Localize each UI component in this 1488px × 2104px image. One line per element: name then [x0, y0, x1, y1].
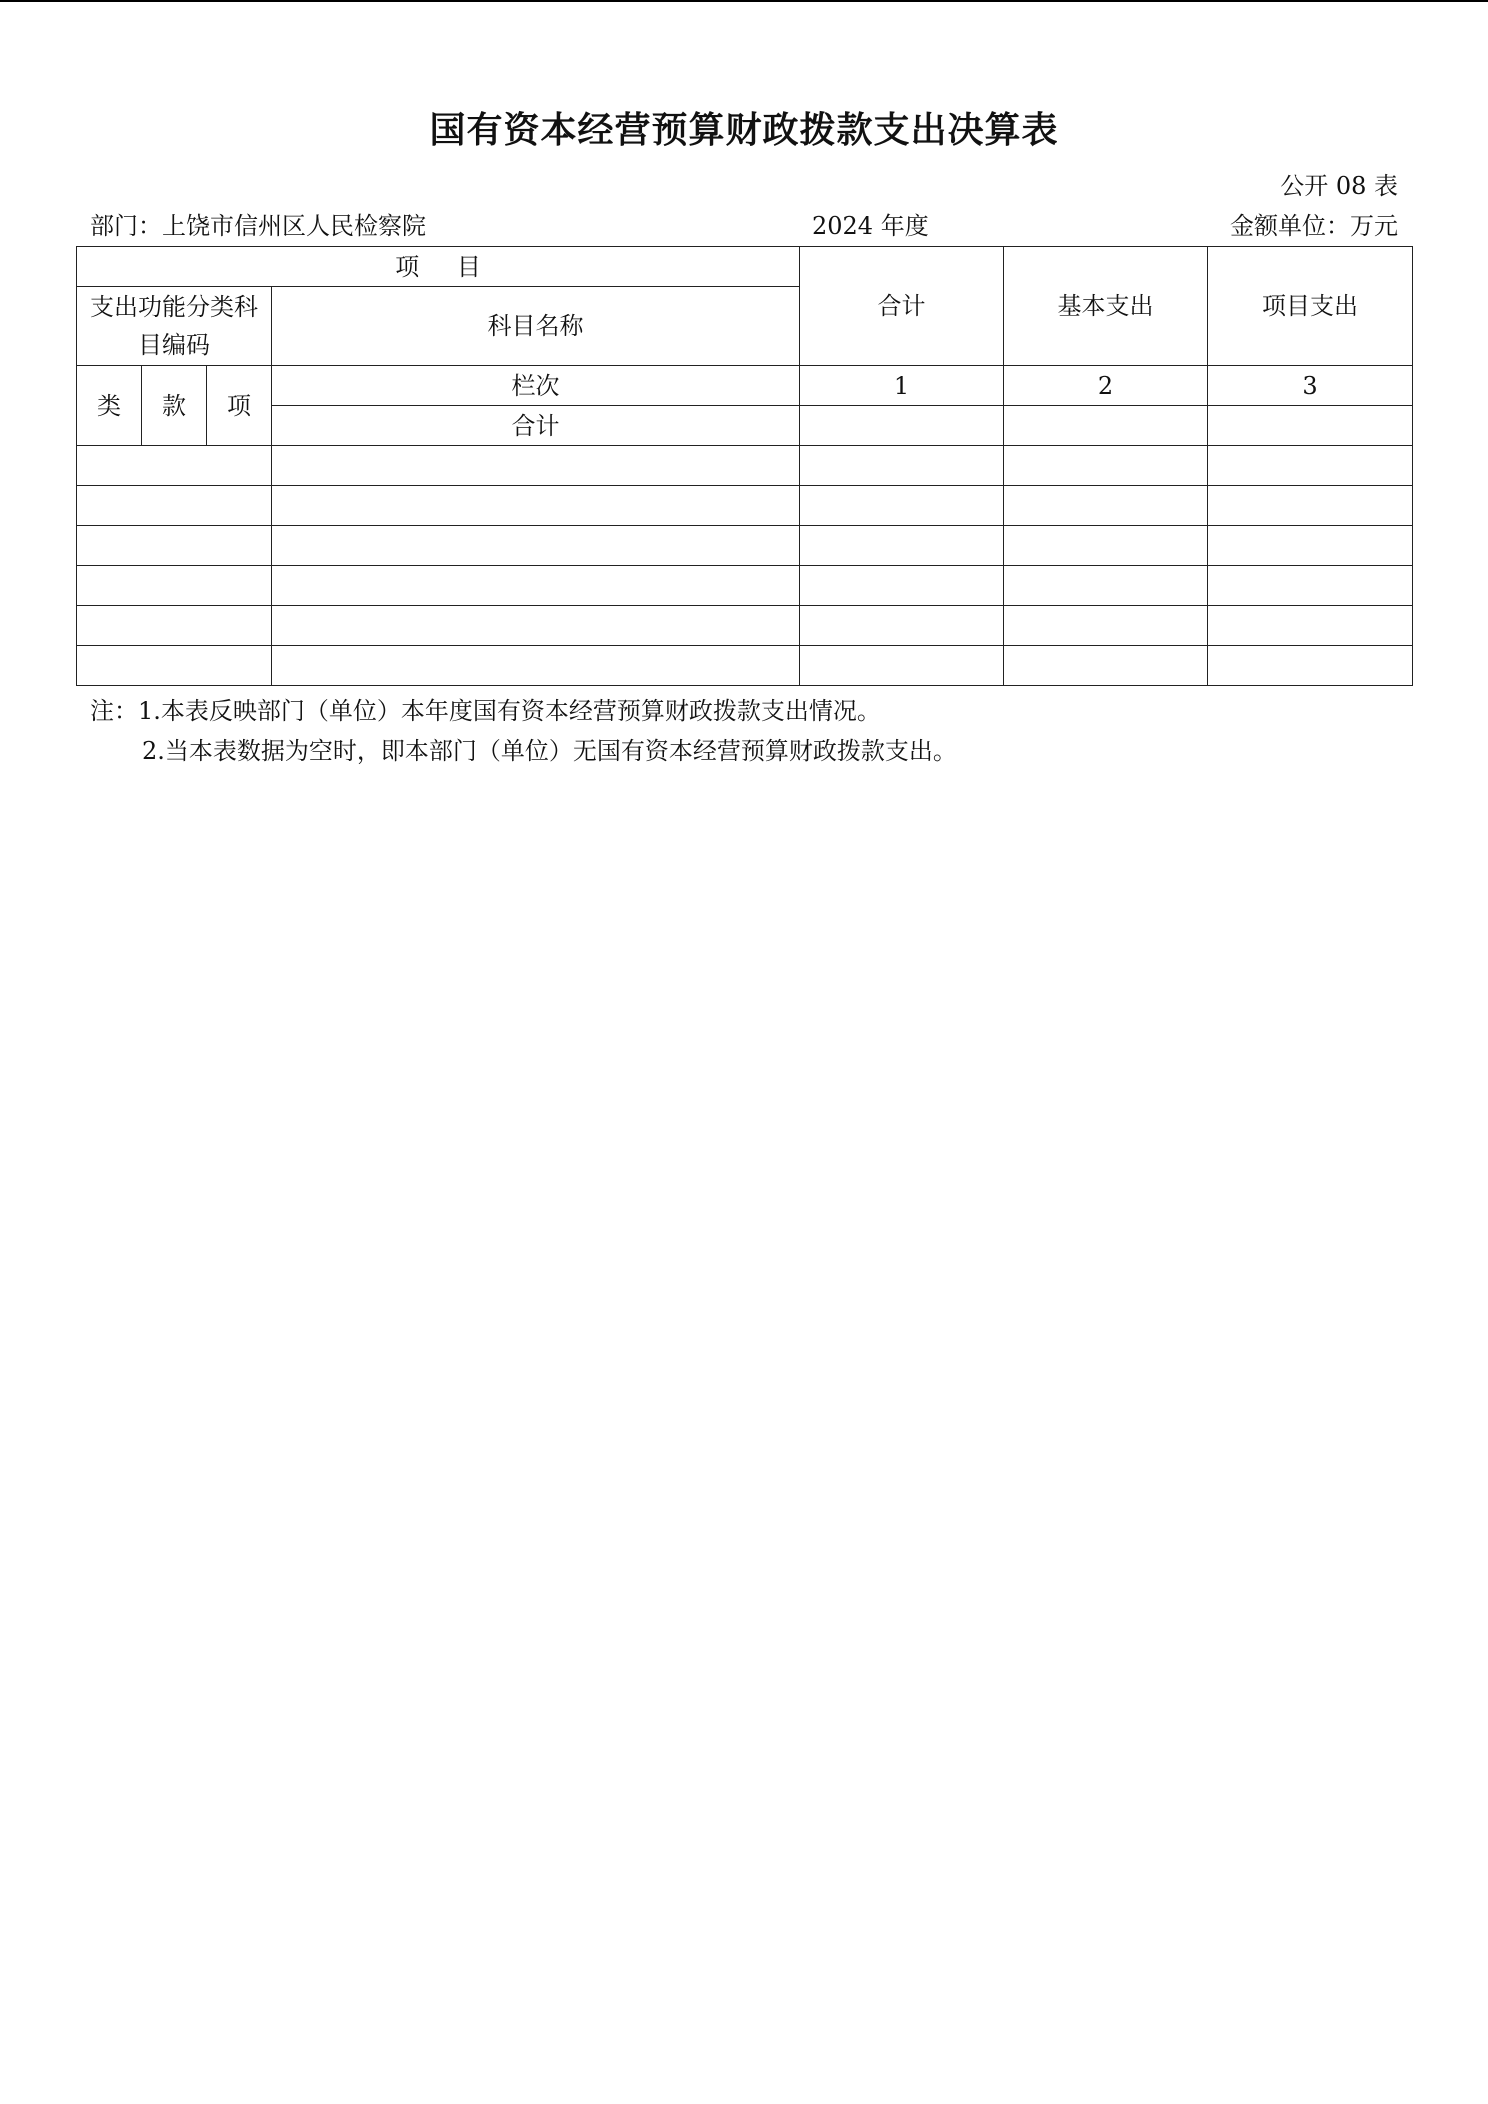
header-function-code-text: 支出功能分类科目编码 — [90, 293, 258, 359]
row-code — [77, 486, 272, 526]
header-code-item: 项 — [207, 366, 272, 446]
row-project — [1208, 526, 1413, 566]
column-number-3: 3 — [1208, 366, 1413, 406]
row-total — [800, 606, 1004, 646]
column-index-row — [77, 366, 1413, 406]
row-code — [77, 526, 272, 566]
row-project — [1208, 446, 1413, 486]
header-row-1 — [77, 247, 1413, 287]
row-total — [800, 646, 1004, 686]
row-name — [272, 606, 800, 646]
column-index-label: 栏次 — [272, 366, 800, 406]
column-number-2: 2 — [1004, 366, 1208, 406]
page-top-border — [0, 0, 1488, 2]
table-row — [77, 566, 1413, 606]
row-project — [1208, 646, 1413, 686]
header-basic-expenditure: 基本支出 — [1004, 247, 1208, 366]
row-basic — [1004, 646, 1208, 686]
header-code-section: 款 — [142, 366, 207, 446]
row-code — [77, 566, 272, 606]
row-project — [1208, 606, 1413, 646]
total-row-project — [1208, 406, 1413, 446]
header-item-group: 项 目 — [77, 247, 800, 287]
row-project — [1208, 486, 1413, 526]
table-row — [77, 646, 1413, 686]
row-name — [272, 526, 800, 566]
row-code — [77, 646, 272, 686]
notes-block — [90, 691, 957, 771]
header-code-class: 类 — [77, 366, 142, 446]
table-row — [77, 606, 1413, 646]
table-row — [77, 486, 1413, 526]
row-total — [800, 446, 1004, 486]
row-project — [1208, 566, 1413, 606]
column-number-1: 1 — [800, 366, 1004, 406]
header-total: 合计 — [800, 247, 1004, 366]
row-name — [272, 446, 800, 486]
total-row-total — [800, 406, 1004, 446]
table-row — [77, 526, 1413, 566]
note-2: 2.当本表数据为空时，即本部门（单位）无国有资本经营预算财政拨款支出。 — [142, 737, 957, 765]
currency-unit: 金额单位：万元 — [1230, 212, 1398, 240]
total-row-label: 合计 — [272, 406, 800, 446]
row-code — [77, 446, 272, 486]
expenditure-table — [76, 246, 1413, 686]
row-total — [800, 566, 1004, 606]
row-basic — [1004, 606, 1208, 646]
row-basic — [1004, 566, 1208, 606]
header-subject-name: 科目名称 — [272, 287, 800, 366]
department-label: 部门：上饶市信州区人民检察院 — [90, 212, 426, 240]
total-row — [77, 406, 1413, 446]
row-basic — [1004, 446, 1208, 486]
note-1: 注：1.本表反映部门（单位）本年度国有资本经营预算财政拨款支出情况。 — [90, 697, 881, 725]
row-code — [77, 606, 272, 646]
row-total — [800, 486, 1004, 526]
row-name — [272, 566, 800, 606]
row-name — [272, 486, 800, 526]
header-function-code — [77, 287, 272, 366]
row-basic — [1004, 486, 1208, 526]
total-row-basic — [1004, 406, 1208, 446]
row-basic — [1004, 526, 1208, 566]
row-name — [272, 646, 800, 686]
row-total — [800, 526, 1004, 566]
header-project-expenditure: 项目支出 — [1208, 247, 1413, 366]
fiscal-year: 2024 年度 — [812, 212, 929, 240]
document-title: 国有资本经营预算财政拨款支出决算表 — [429, 110, 1059, 151]
form-code: 公开 08 表 — [1280, 172, 1398, 200]
table-row — [77, 446, 1413, 486]
